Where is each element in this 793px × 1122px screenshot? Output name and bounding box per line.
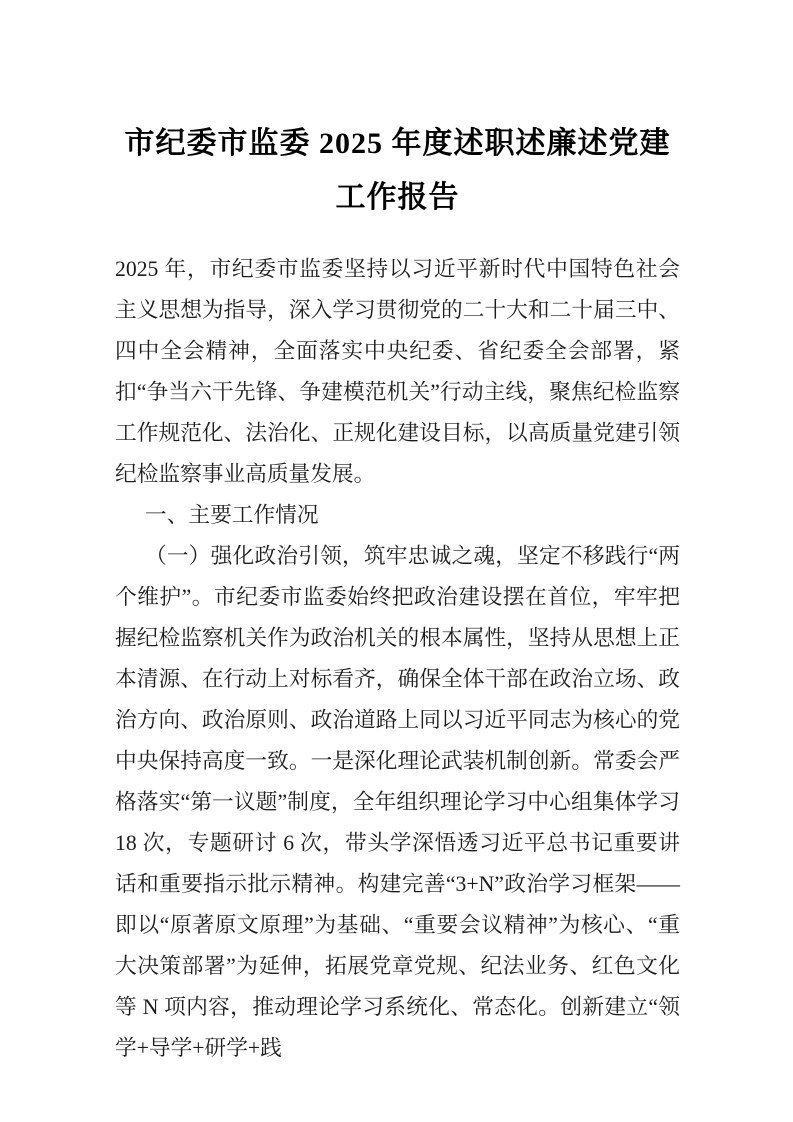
document-title: 市纪委市监委 2025 年度述职述廉述党建工作报告	[124, 127, 671, 214]
intro-paragraph: 2025 年，市纪委市监委坚持以习近平新时代中国特色社会主义思想为指导，深入学习贯彻党的二十大和二十届三中、四中全会精神，全面落实中央纪委、省纪委全会部署，紧扣“争当六干先锋、争建模范机关”行动主线，聚焦纪检监察工作规范化、法治化、正规化建设目标，以高质量党建引领纪检监察事业高质量发展。	[115, 257, 680, 486]
section-one-paragraph: （一）强化政治引领，筑牢忠诚之魂，坚定不移践行“两个维护”。市纪委市监委始终把政治建设摆在首位，牢牢把握纪检监察机关作为政治机关的根本属性，坚持从思想上正本清源、在行动上对标看齐，确保全体干部在政治立场、政治方向、政治原则、政治道路上同以习近平同志为核心的党中央保持高度一致。一是深化理论武装机制创新。常委会严格落实“第一议题”制度，全年组织理论学习中心组集体学习 18 次，专题研讨 6 次，带头学深悟透习近平总书记重要讲话和重要指示批示精神。构建完善“3+N”政治学习框架——即以“原著原文原理”为基础、“重要会议精神”为核心、“重大决策部署”为延伸，拓展党章党规、纪法业务、红色文化等 N 项内容，推动理论学习系统化、常态化。创新建立“领学+导学+研学+践	[115, 544, 680, 1060]
document-body	[115, 249, 680, 1069]
section-heading-main-work: 一、主要工作情况	[145, 503, 319, 527]
